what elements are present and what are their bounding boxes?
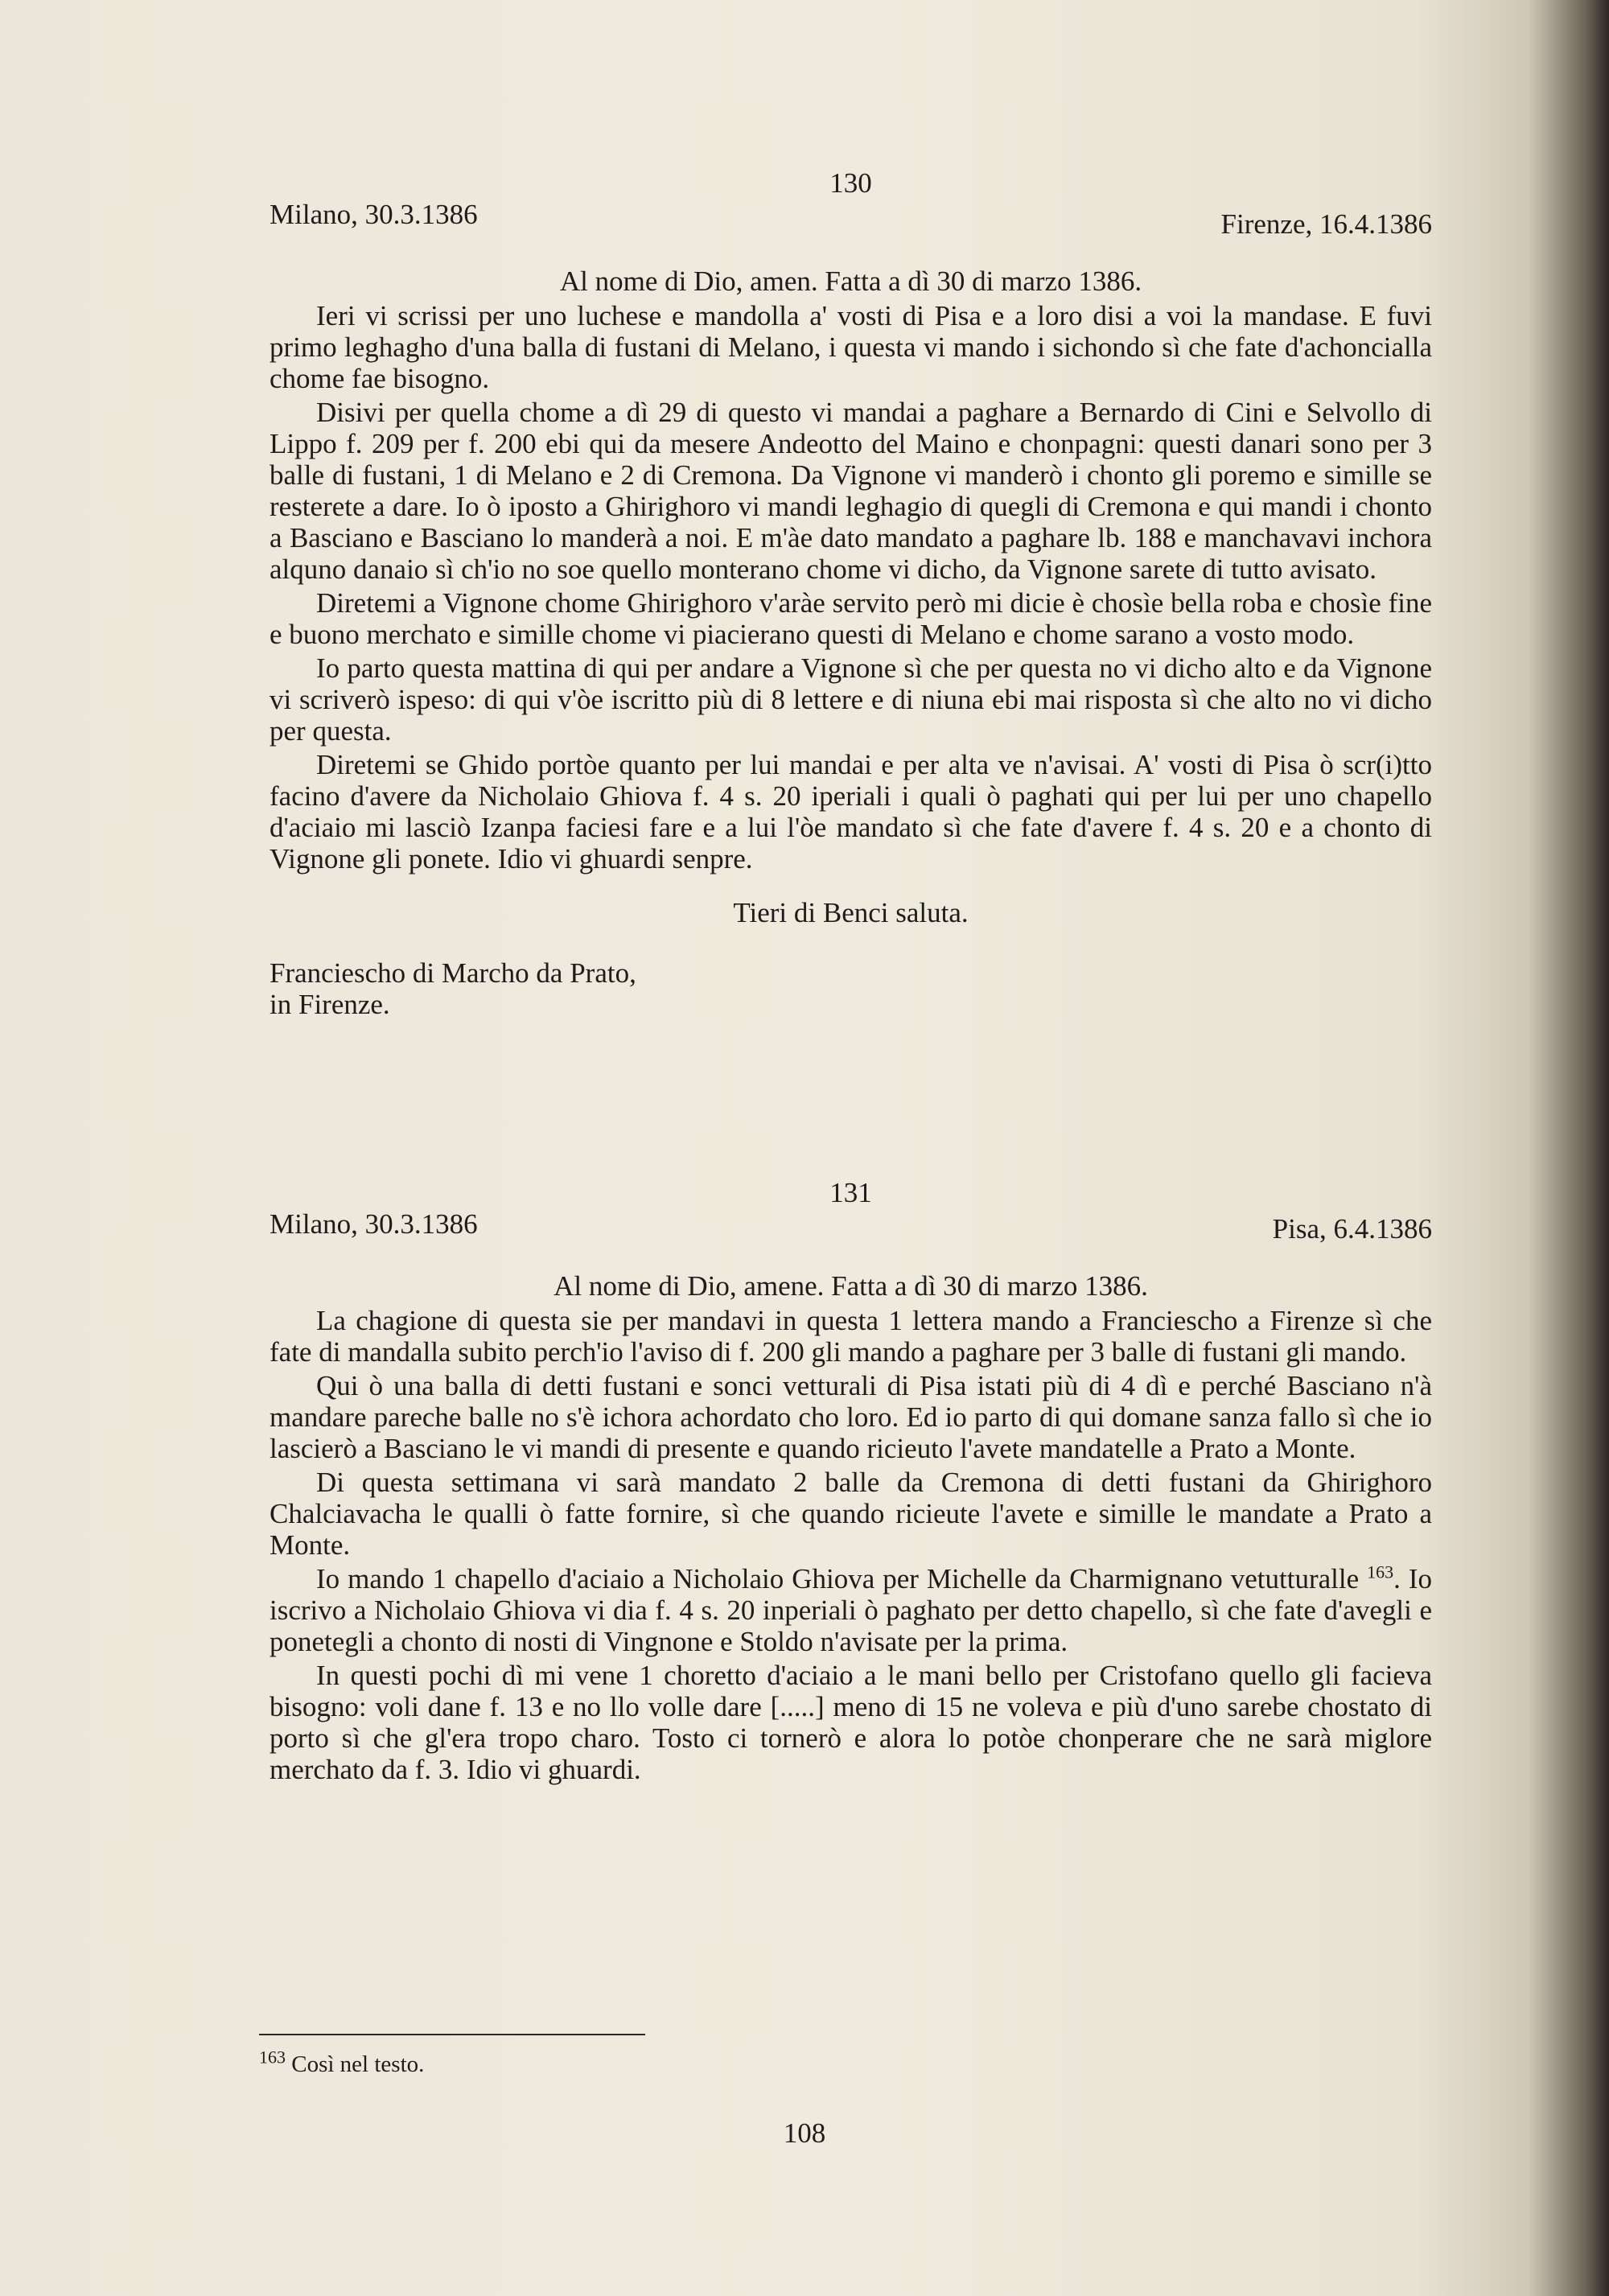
page-number: 108 xyxy=(783,2117,826,2149)
paragraph: Disivi per quella chome a dì 29 di questo vi mandai a paghare a Bernardo di Cini e Selvollo di Lippo f. 209 per f. 200 ebi qui da mesere Andeotto del Maino e chonpagni: questi danari sono per 3 balle di fustani, 1 di Melano e 2 di Cremona. Da Vignone vi manderò i chonto gli poremo e simille se resterete a dare. Io ò iposto a Ghirighoro vi mandi leghagio di quegli di Cremona e qui mandi i chonto a Basciano e Basciano lo manderà a noi. E m'àe dato mandato a paghare lb. 188 e manchavavi inchora alquno danaio sì ch'io no soe quello monterano chome vi dicho, da Vignone sarete di tutto avisato. xyxy=(270,397,1432,585)
letter-number: 130 xyxy=(829,167,872,199)
address xyxy=(270,957,1432,1020)
letter-number: 131 xyxy=(829,1177,872,1208)
paragraph: Ieri vi scrissi per uno luchese e mandolla a' vosti di Pisa e a loro disi a voi la mandase. E fuvi primo leghagho d'una balla di fustani di Melano, i questa vi mando i sichondo sì che fate d'achoncialla chome fae bisogno. xyxy=(270,300,1432,394)
paragraph: Io parto questa mattina di qui per andare a Vignone sì che per questa no vi dicho alto e da Vignone vi scriverò ispeso: di qui v'òe iscritto più di 8 lettere e di niuna ebi mai risposta sì che alto no vi dicho per questa. xyxy=(270,652,1432,747)
footnote-number: 163 xyxy=(259,2047,286,2068)
letter-131 xyxy=(270,1177,1432,1788)
letter-opening: Al nome di Dio, amene. Fatta a dì 30 di marzo 1386. xyxy=(553,1270,1148,1302)
footnote-divider xyxy=(259,2034,645,2035)
paragraph: Diretemi se Ghido portòe quanto per lui mandai e per alta ve n'avisai. A' vosti di Pisa ò scr(i)tto facino d'avere da Nicholaio Ghiova f. 4 s. 20 iperiali i quali ò paghati qui per lui per uno chapello d'aciaio mi lasciò Izanpa faciesi fare e a lui l'òe mandato sì che fate d'avere f. 4 s. 20 e a chonto di Vignone gli ponete. Idio vi ghuardi senpre. xyxy=(270,749,1432,874)
paragraph xyxy=(270,1563,1432,1657)
address-line: in Firenze. xyxy=(270,989,390,1020)
letter-header xyxy=(270,199,1432,240)
letter-opening: Al nome di Dio, amen. Fatta a dì 30 di marzo 1386. xyxy=(559,265,1142,297)
sender-place-date: Milano, 30.3.1386 xyxy=(270,199,478,230)
footnote xyxy=(259,2047,425,2079)
paragraph-text: Io mando 1 chapello d'aciaio a Nicholaio Ghiova per Michelle da Charmignano vetutturalle xyxy=(316,1563,1368,1594)
paragraph-text: . Io iscrivo a Nicholaio Ghiova vi dia f. 4 s. 20 inperiali ò paghato per detto chapello, sì che fate d'avegli e ponetegli a chonto di nosti di Vingnone e Stoldo n'avisate per la prima. xyxy=(270,1563,1433,1657)
paragraph: La chagione di questa sie per mandavi in questa 1 lettera mando a Franciescho a Firenze sì che fate di mandalla subito perch'io l'aviso di f. 200 gli mando a paghare per 3 balle di fustani gli mando. xyxy=(270,1305,1432,1368)
paragraph: In questi pochi dì mi vene 1 choretto d'aciaio a le mani bello per Cristofano quello gli facieva bisogno: voli dane f. 13 e no llo volle dare [.....] meno di 15 ne voleva e più d'uno sarebe chostato di porto sì che gl'era tropo charo. Tosto ci tornerò e alora lo potòe chonperare che ne sarà miglore merchato da f. 3. Idio vi ghuardi. xyxy=(270,1660,1432,1785)
paragraph: Qui ò una balla di detti fustani e sonci vetturali di Pisa istati più di 4 dì e perché Basciano n'à mandare pareche balle no s'è ichora achordato cho loro. Ed io parto di qui domane sanza fallo sì che io lascierò a Basciano le vi mandi di presente e quando ricieuto l'avete mandatelle a Prato a Monte. xyxy=(270,1370,1432,1464)
footnote-text: Così nel testo. xyxy=(291,2051,425,2077)
letter-130 xyxy=(270,167,1432,1020)
address-line: Franciescho di Marcho da Prato, xyxy=(270,957,636,989)
signature: Tieri di Benci saluta. xyxy=(733,897,969,928)
sender-place-date: Milano, 30.3.1386 xyxy=(270,1208,478,1240)
paragraph: Diretemi a Vignone chome Ghirighoro v'aràe servito però mi dicie è chosìe bella roba e chosìe fine e buono merchato e simille chome vi piacierano questi di Melano e chome sarano a vosto modo. xyxy=(270,587,1432,650)
footnote-reference: 163 xyxy=(1367,1562,1394,1582)
receiver-place-date: Pisa, 6.4.1386 xyxy=(1272,1213,1432,1245)
letter-header xyxy=(270,1208,1432,1245)
receiver-place-date: Firenze, 16.4.1386 xyxy=(1220,208,1432,240)
paragraph: Di questa settimana vi sarà mandato 2 balle da Cremona di detti fustani da Ghirighoro Chalciavacha le qualli ò fatte fornire, sì che quando ricieute l'avete e simille le mandate a Prato a Monte. xyxy=(270,1467,1432,1561)
